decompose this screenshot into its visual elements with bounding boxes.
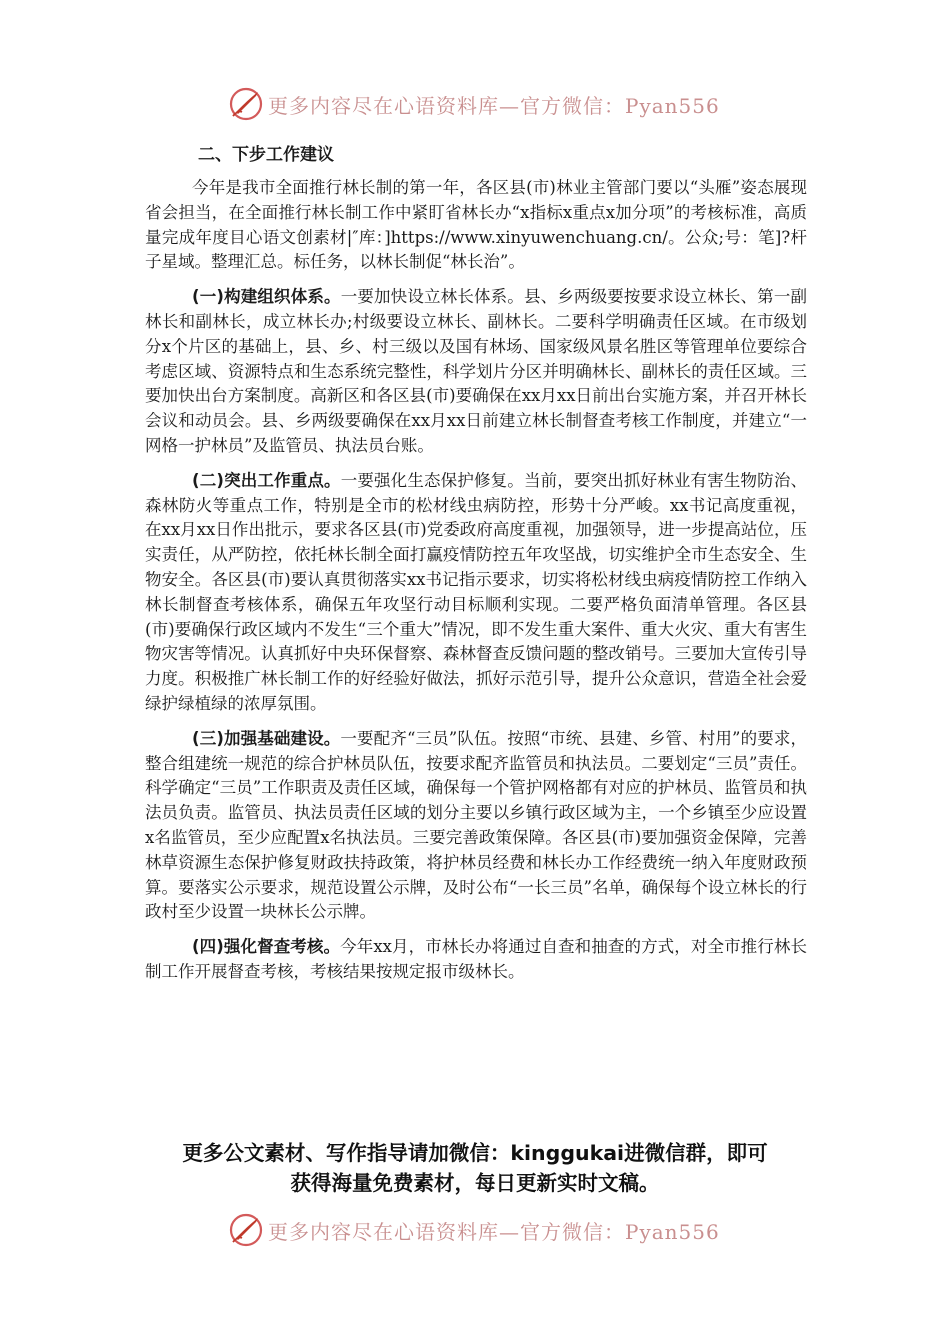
intro-paragraph: 今年是我市全面推行林长制的第一年，各区县(市)林业主管部门要以“头雁”姿态展现省会担当，在全面推行林长制工作中紧盯省林长办“x指标x重点x加分项”的考核标准，高质量完成年度目心语文创素材|″库：]https://www.xinyuwenchuang.cn/。公众;号：笔]?杆子星域。整理汇总。标任务，以林长制促“林长治”。 bbox=[145, 178, 807, 272]
section-body: 一要加快设立林长体系。县、乡两级要按要求设立林长、第一副林长和副林长，成立林长办;村级要设立林长、副林长。二要科学明确责任区域。在市级划分x个片区的基础上，县、乡、村三级以及国有林场、国家级风景名胜区等管理单位要综合考虑区域、资源特点和生态系统完整性，科学划片分区并明确林长、副林长的责任区域。三要加快出台方案制度。高新区和各区县(市)要确保在xx月xx日前出台实施方案，并召开林长会议和动员会。县、乡两级要确保在xx月xx日前建立林长制督查考核工作制度，并建立“一网格一护林员”及监管员、执法员台账。 bbox=[145, 287, 808, 455]
section-body: 一要配齐“三员”队伍。按照“市统、县建、乡管、村用”的要求，整合组建统一规范的综合护林员队伍，按要求配齐监管员和执法员。二要划定“三员”责任。科学确定“三员”工作职责及责任区域，确保每一个管护网格都有对应的护林员、监管员和执法员负责。监管员、执法员责任区域的划分主要以乡镇行政区域为主，一个乡镇至少应设置x名监管员，至少应配置x名执法员。三要完善政策保障。各区县(市)要加强资金保障，完善林草资源生态保护修复财政扶持政策，将护林员经费和林长办工作经费统一纳入年度财政预算。要落实公示要求，规范设置公示牌，及时公布“一长三员”名单，确保每个设立林长的行政村至少设置一块林长公示牌。 bbox=[145, 728, 807, 922]
document-body bbox=[145, 176, 807, 995]
promo-notice bbox=[145, 1138, 805, 1198]
footer-watermark-banner bbox=[228, 1210, 720, 1250]
watermark-text: 更多内容尽在心语资料库—官方微信：Pyan556 bbox=[268, 1219, 720, 1244]
section-body: 一要强化生态保护修复。当前，要突出抓好林业有害生物防治、森林防火等重点工作，特别是全市的松材线虫病防控，形势十分严峻。xx书记高度重视，在xx月xx日作出批示，要求各区县(市)党委政府高度重视，加强领导，进一步提高站位，压实责任，从严防控，依托林长制全面打赢疫情防控五年攻坚战，切实维护全市生态安全、生物安全。各区县(市)要认真贯彻落实xx书记指示要求，切实将松材线虫病疫情防控工作纳入林长制督查考核体系，确保五年攻坚行动目标顺利实现。二要严格负面清单管理。各区县(市)要确保行政区域内不发生“三个重大”情况，即不发生重大案件、重大火灾、重大有害生物灾害等情况。认真抓好中央环保督察、森林督查反馈问题的整改销号。三要加大宣传引导力度。积极推广林长制工作的好经验好做法，抓好示范引导，提升公众意识，营造全社会爱绿护绿植绿的浓厚氛围。 bbox=[145, 470, 808, 713]
watermark-text: 更多内容尽在心语资料库—官方微信：Pyan556 bbox=[268, 93, 720, 118]
pen-logo-icon bbox=[228, 86, 264, 122]
pen-logo-icon bbox=[228, 1212, 264, 1248]
section-title: (二)突出工作重点。 bbox=[192, 470, 341, 490]
promo-line-1: 更多公文素材、写作指导请加微信：kinggukai进微信群，即可 bbox=[182, 1141, 768, 1165]
section-heading: 二、下步工作建议 bbox=[198, 145, 334, 165]
paragraph-section-1 bbox=[145, 285, 807, 459]
paragraph-section-4 bbox=[145, 935, 807, 985]
section-title: (三)加强基础建设。 bbox=[192, 728, 341, 748]
promo-line-2: 获得海量免费素材，每日更新实时文稿。 bbox=[290, 1171, 660, 1195]
section-title: (一)构建组织体系。 bbox=[192, 287, 341, 307]
paragraph-section-2 bbox=[145, 469, 807, 717]
header-watermark-banner bbox=[228, 84, 720, 124]
section-title: (四)强化督查考核。 bbox=[192, 937, 341, 957]
section-body: 今年xx月，市林长办将通过自查和抽查的方式，对全市推行林长制工作开展督查考核，考核结果按规定报市级林长。 bbox=[145, 937, 807, 981]
paragraph-section-3 bbox=[145, 727, 807, 925]
